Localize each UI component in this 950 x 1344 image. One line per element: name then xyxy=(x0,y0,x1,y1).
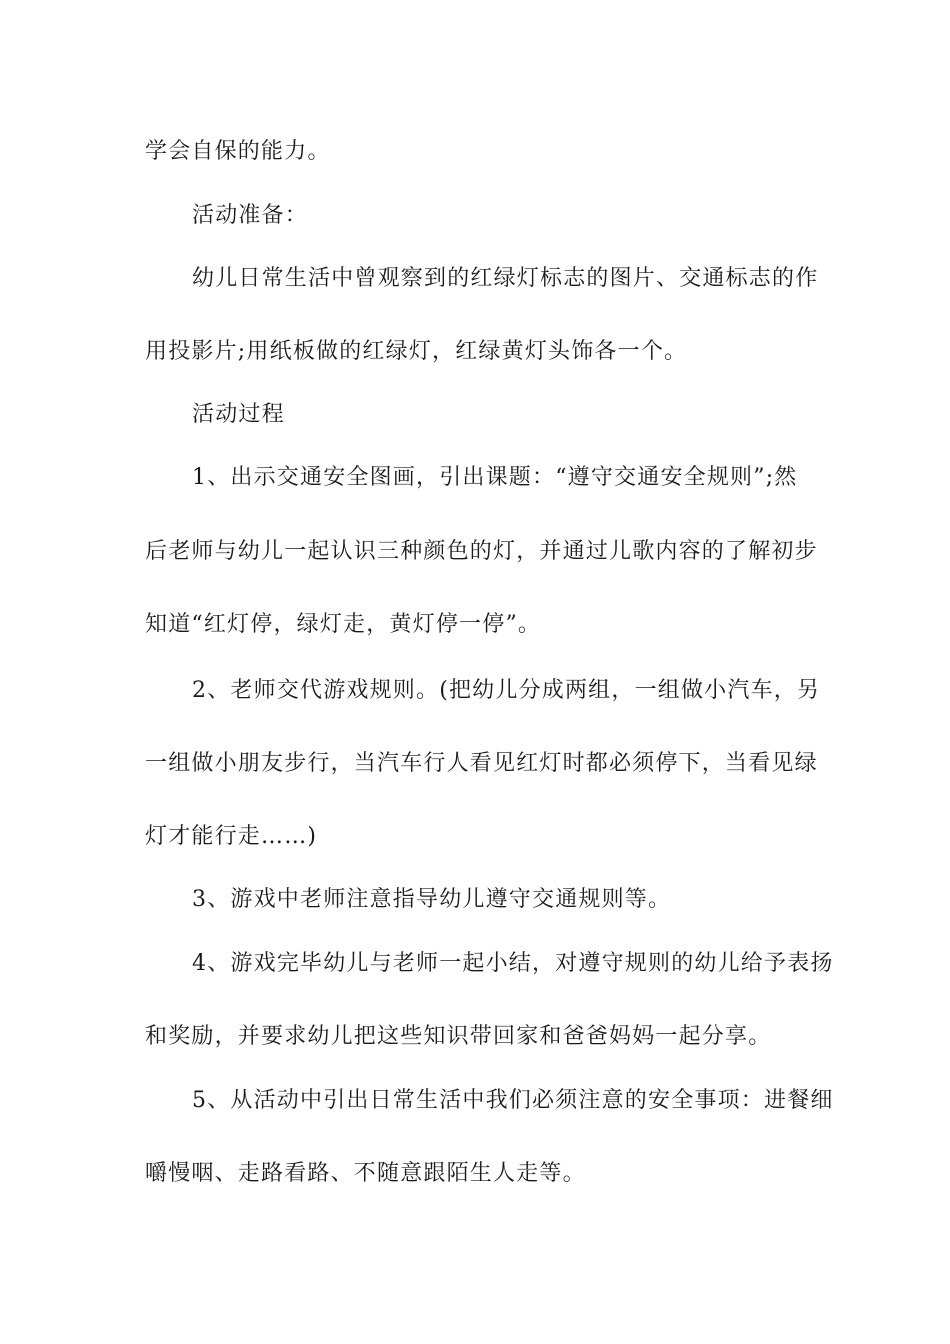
text-line: 灯才能行走……) xyxy=(145,824,318,849)
text-line: 用投影片;用纸板做的红绿灯，红绿黄灯头饰各一个。 xyxy=(145,339,688,364)
text-line: 后老师与幼儿一起认识三种颜色的灯，并通过儿歌内容的了解初步 xyxy=(145,539,818,564)
text-line: 一组做小朋友步行，当汽车行人看见红灯时都必须停下，当看见绿 xyxy=(145,751,818,776)
text-line: 和奖励，并要求幼儿把这些知识带回家和爸爸妈妈一起分享。 xyxy=(145,1024,772,1049)
section-heading-preparation: 活动准备： xyxy=(192,203,309,228)
step-1-line: 1、出示交通安全图画，引出课题：“遵守交通安全规则”;然 xyxy=(192,465,798,490)
text-line: 知道“红灯停，绿灯走，黄灯停一停”。 xyxy=(145,612,542,637)
step-2-line: 2、老师交代游戏规则。(把幼儿分成两组，一组做小汽车，另 xyxy=(192,678,821,703)
text-line: 嚼慢咽、走路看路、不随意跟陌生人走等。 xyxy=(145,1161,586,1186)
step-4-line: 4、游戏完毕幼儿与老师一起小结，对遵守规则的幼儿给予表扬 xyxy=(192,951,834,976)
section-heading-process: 活动过程 xyxy=(192,402,285,427)
step-5-line: 5、从活动中引出日常生活中我们必须注意的安全事项：进餐细 xyxy=(192,1088,834,1113)
text-line: 幼儿日常生活中曾观察到的红绿灯标志的图片、交通标志的作 xyxy=(192,266,819,291)
text-line: 学会自保的能力。 xyxy=(145,139,331,164)
step-3-line: 3、游戏中老师注意指导幼儿遵守交通规则等。 xyxy=(192,887,672,912)
